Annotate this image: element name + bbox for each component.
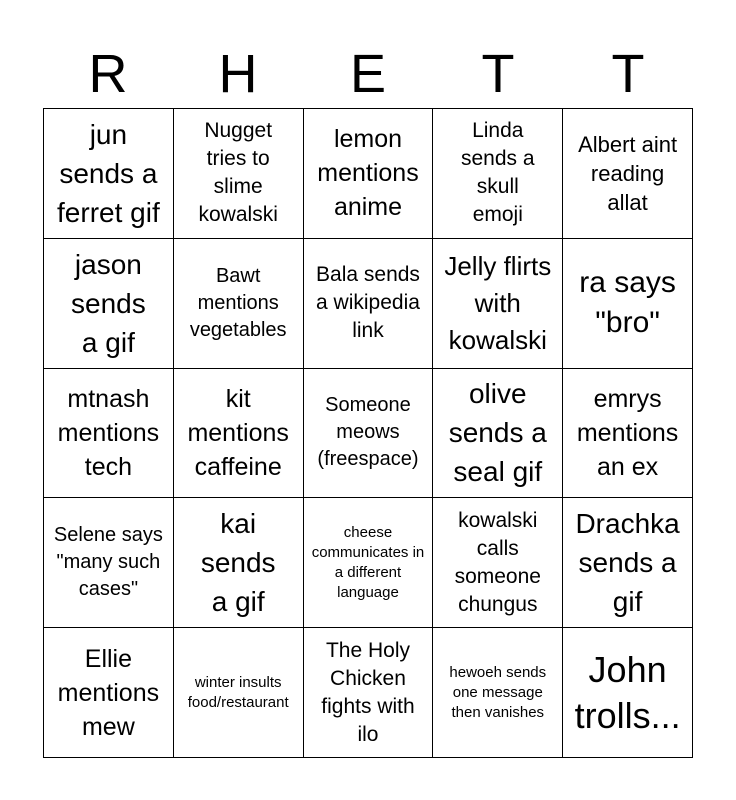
cell-text: ra says "bro" (579, 266, 676, 340)
bingo-header (43, 40, 693, 108)
cell-text: lemon mentions anime (317, 125, 419, 222)
bingo-cell-r4c4[interactable] (433, 498, 563, 628)
cell-text: Bawt mentions vegetables (189, 264, 287, 341)
cell-text: kit mentions caffeine (187, 384, 289, 481)
header-letter-1: R (88, 44, 128, 104)
bingo-cell-r1c4[interactable] (433, 109, 563, 239)
bingo-cell-r3c5[interactable] (563, 369, 693, 499)
cell-text: Selene says "many such cases" (53, 524, 163, 601)
bingo-cell-r1c5[interactable] (563, 109, 693, 239)
bingo-cell-r3c1[interactable] (44, 369, 174, 499)
bingo-cell-r2c2[interactable] (174, 239, 304, 369)
cell-text: Linda sends a skull emoji (461, 119, 535, 227)
header-letter-2: H (218, 44, 258, 104)
bingo-cell-r3c4[interactable] (433, 369, 563, 499)
cell-text: John trolls... (574, 648, 681, 736)
bingo-cell-r5c4[interactable] (433, 628, 563, 758)
cell-text: Jelly flirts with kowalski (444, 250, 552, 355)
cell-text: Someone meows (freespace) (317, 394, 419, 471)
bingo-cell-r5c2[interactable] (174, 628, 304, 758)
bingo-cell-r4c3[interactable] (304, 498, 434, 628)
cell-text: cheese communicates in a different language (311, 523, 425, 601)
cell-text: olive sends a seal gif (448, 378, 547, 488)
cell-text: winter insults food/restaurant (187, 673, 289, 711)
bingo-cell-r4c1[interactable] (44, 498, 174, 628)
bingo-grid (43, 108, 693, 758)
bingo-cell-r4c5[interactable] (563, 498, 693, 628)
cell-text: jun sends a ferret gif (57, 118, 160, 228)
cell-text: hewoeh sends one message then vanishes (449, 663, 547, 721)
cell-text: emrys mentions an ex (576, 384, 679, 481)
cell-text: Albert aint reading allat (578, 131, 678, 215)
bingo-cell-r3c3[interactable] (304, 369, 434, 499)
header-letter-5: T (611, 44, 645, 104)
cell-text: Bala sends a wikipedia link (316, 263, 420, 343)
bingo-cell-r3c2[interactable] (174, 369, 304, 499)
cell-text: jason sends a gif (71, 248, 146, 358)
header-letter-4: T (481, 44, 515, 104)
bingo-cell-r2c3[interactable] (304, 239, 434, 369)
bingo-cell-r5c3[interactable] (304, 628, 434, 758)
bingo-cell-r1c1[interactable] (44, 109, 174, 239)
bingo-cell-r5c1[interactable] (44, 628, 174, 758)
cell-text: Drachka sends a gif (575, 508, 680, 618)
bingo-cell-r4c2[interactable] (174, 498, 304, 628)
bingo-cell-r2c4[interactable] (433, 239, 563, 369)
cell-text: The Holy Chicken fights with ilo (321, 638, 415, 746)
cell-text: kowalski calls someone chungus (454, 508, 541, 616)
cell-text: Nugget tries to slime kowalski (198, 119, 278, 227)
bingo-cell-r1c2[interactable] (174, 109, 304, 239)
bingo-cell-r1c3[interactable] (304, 109, 434, 239)
cell-text: mtnash mentions tech (57, 384, 160, 481)
cell-text: kai sends a gif (200, 508, 276, 618)
bingo-cell-r2c5[interactable] (563, 239, 693, 369)
bingo-cell-r5c5[interactable] (563, 628, 693, 758)
cell-text: Ellie mentions mew (57, 644, 160, 741)
bingo-cell-r2c1[interactable] (44, 239, 174, 369)
header-letter-3: E (349, 44, 387, 104)
